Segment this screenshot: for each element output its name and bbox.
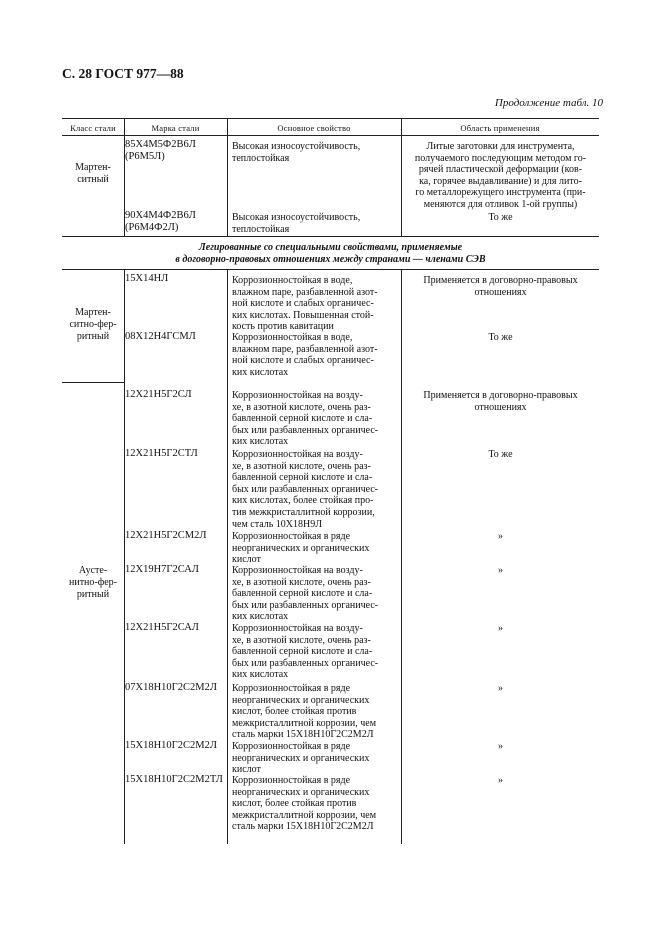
main-property: Высокая износоустойчивость, теплостойкая <box>232 212 361 235</box>
main-property: Коррозионностойкая в воде, влажном паре, разбавленной азот- ной кислоте и слабых органичес- ких кислотах. Повышенная стой- кость против кавитации <box>232 275 378 333</box>
steel-grade: 12Х19Н7Г2САЛ <box>125 564 199 575</box>
application-area: То же <box>488 332 513 343</box>
application-area: » <box>498 531 503 542</box>
steel-grade: 85Х4М5Ф2В6Л (Р6М5Л) <box>125 139 196 162</box>
col-divider-2-s23 <box>227 269 228 844</box>
application-area: Литые заготовки для инструмента, получаемого последующим методом го- рячей пластической деформации (ков- ка, горячее выдавливание) и для лито- го металлорежущего инструмента (при- меняются для отливок 1-ой группы) <box>414 141 587 210</box>
header-bottom-rule <box>62 135 599 136</box>
column-header-grade: Марка стали <box>151 123 200 133</box>
main-property: Коррозионностойкая в ряде неорганических и органических кислот, более стойкая против межкристаллитной коррозии, чем сталь марки 15Х18Н10Г2С2М2Л <box>232 775 377 833</box>
section-subheading: Легированные со специальными свойствами, применяемые в договорно-правовых отношениях между странами — членами СЭВ <box>175 242 486 265</box>
column-header-class: Класс стали <box>70 123 116 133</box>
col-divider-3-s23 <box>401 269 402 844</box>
application-area: То же <box>488 449 513 460</box>
steel-grade: 08Х12Н4ГСМЛ <box>125 331 196 342</box>
col-divider-1-s23 <box>124 269 125 844</box>
steel-grade: 12Х21Н5Г2САЛ <box>125 622 199 633</box>
application-area: » <box>498 623 503 634</box>
steel-class-martensitic-ferritic: Мартен- ситно-фер- ритный <box>69 307 117 342</box>
main-property: Коррозионностойкая в ряде неорганических и органических кислот <box>232 741 370 776</box>
steel-grade: 12Х21Н5Г2СЛ <box>125 389 192 400</box>
application-area: Применяется в договорно-правовых отношениях <box>423 275 578 298</box>
steel-grade: 12Х21Н5Г2СТЛ <box>125 448 198 459</box>
page-header: С. 28 ГОСТ 977—88 <box>62 66 184 81</box>
table-continuation-label: Продолжение табл. 10 <box>494 97 603 109</box>
main-property: Коррозионностойкая на возду- хе, в азотной кислоте, очень раз- бавленной серной кислоте и сла- бых или разбавленных органичес- ких кислотах <box>232 390 379 448</box>
main-property: Коррозионностойкая в ряде неорганических и органических кислот <box>232 531 370 566</box>
steel-grade: 12Х21Н5Г2СМ2Л <box>125 530 207 541</box>
application-area: » <box>498 741 503 752</box>
column-header-application: Область применения <box>460 123 540 133</box>
subheading-bottom-rule <box>62 269 599 270</box>
steel-class-austenitic-ferritic: Аусте- нитно-фер- ритный <box>68 565 117 600</box>
table-top-rule <box>62 118 599 119</box>
steel-grade: 90Х4М4Ф2В6Л (Р6М4Ф2Л) <box>125 210 196 233</box>
col-divider-2-s1 <box>227 135 228 236</box>
steel-grade: 15Х18Н10Г2С2М2ТЛ <box>125 774 223 785</box>
column-header-property: Основное свойство <box>277 123 351 133</box>
steel-grade: 07Х18Н10Г2С2М2Л <box>125 682 217 693</box>
section2-bottom-rule <box>62 382 124 383</box>
main-property: Высокая износоустойчивость, теплостойкая <box>232 141 361 164</box>
main-property: Коррозионностойкая в воде, влажном паре, разбавленной азот- ной кислоте и слабых органичес- ких кислотах <box>232 332 378 378</box>
application-area: » <box>498 775 503 786</box>
application-area: » <box>498 565 503 576</box>
steel-grade: 15Х18Н10Г2С2М2Л <box>125 740 217 751</box>
main-property: Коррозионностойкая на возду- хе, в азотной кислоте, очень раз- бавленной серной кислоте и сла- бых или разбавленных органичес- ких кислотах <box>232 565 379 623</box>
application-area: Применяется в договорно-правовых отношениях <box>423 390 578 413</box>
application-area: » <box>498 683 503 694</box>
application-area: То же <box>488 212 513 223</box>
main-property: Коррозионностойкая в ряде неорганических и органических кислот, более стойкая против межкристаллитной коррозии, чем сталь марки 15Х18Н10Г2С2М2Л <box>232 683 377 741</box>
section1-bottom-rule <box>62 236 599 237</box>
steel-class-martensitic: Мартен- ситный <box>75 162 111 185</box>
steel-grade: 15Х14НЛ <box>125 273 169 284</box>
main-property: Коррозионностойкая на возду- хе, в азотной кислоте, очень раз- бавленной серной кислоте и сла- бых или разбавленных органичес- ких кислотах <box>232 623 379 681</box>
main-property: Коррозионностойкая на возду- хе, в азотной кислоте, очень раз- бавленной серной кислоте и сла- бых или разбавленных органичес- ких кислотах, более стойкая про- тив межкристаллитной коррозии, чем сталь 10Х18Н9Л <box>232 449 379 530</box>
